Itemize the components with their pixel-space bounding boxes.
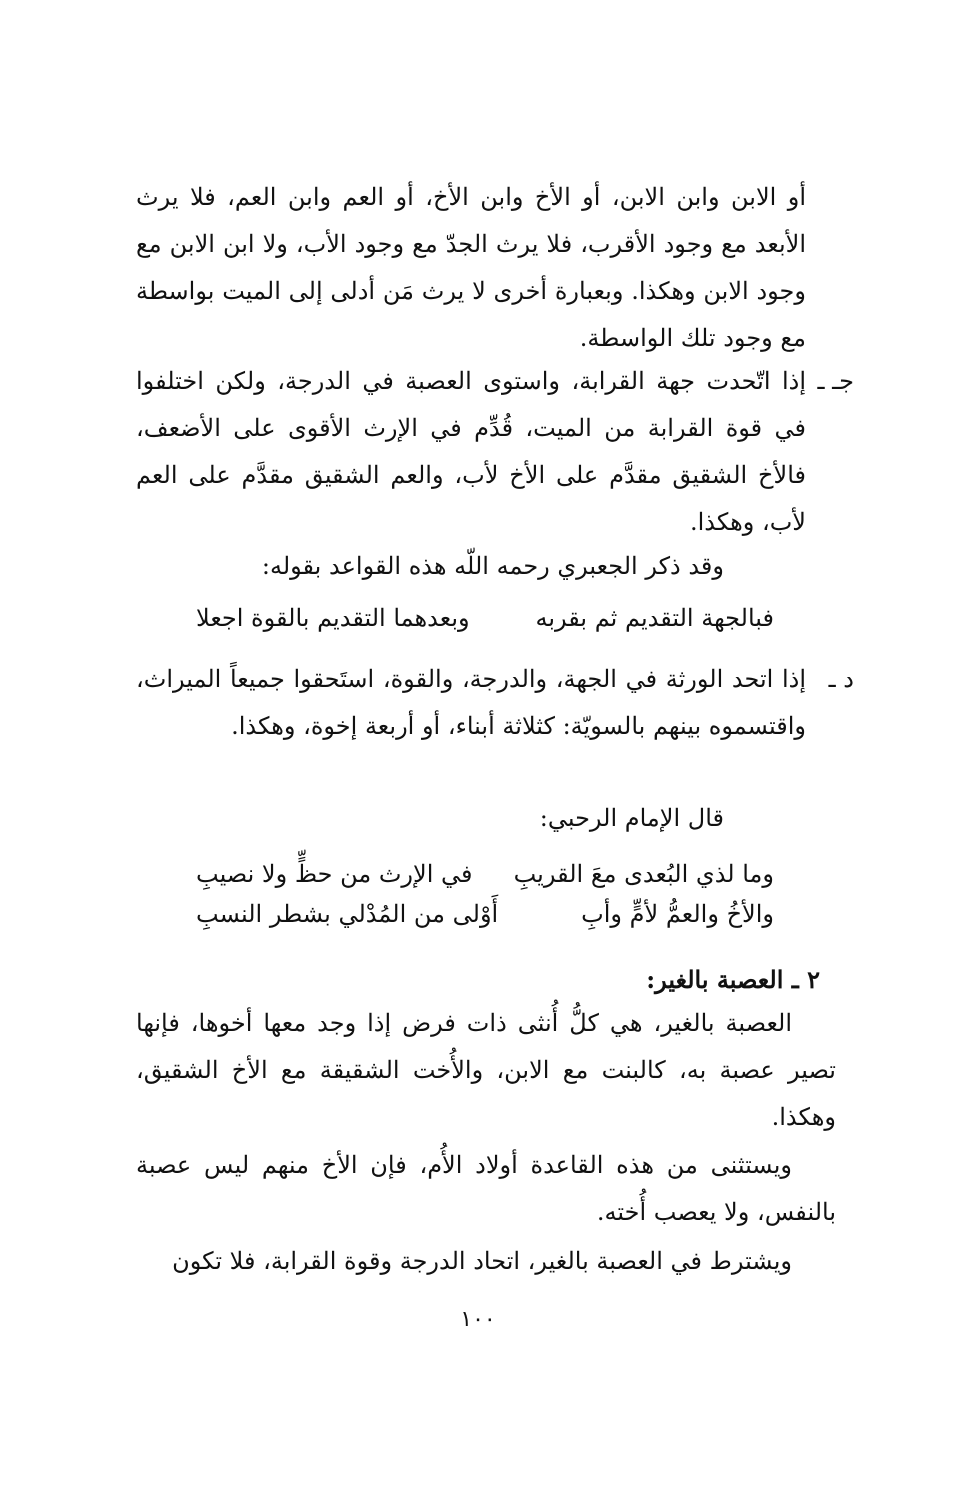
rahbi-verse-2-first-hemistich: والأخُ والعمُّ لأمٍّ وأبِ — [581, 900, 774, 928]
paragraph-closer-excludes-farther: أو الابن وابن الابن، أو الأخ وابن الأخ، أو العم وابن العم، فلا يرث الأبعد مع وجود الأقرب، فلا يرث الجدّ مع وجود الأب، ولا ابن الابن مع وجود الابن وهكذا. وبعبارة أخرى لا يرث مَن أدلى إلى الميت بواسطة مع وجود تلك الواسطة. — [136, 183, 807, 352]
rahbi-verse-1-first-hemistich: وما لذي البُعدى معَ القريبِ — [513, 860, 774, 888]
list-marker-dal: د ـ — [828, 665, 854, 693]
rahbi-verse-1-second-hemistich: في الإرث من حظٍّ ولا نصيبِ — [196, 860, 473, 888]
paragraph-exception-mother-children: ويستثنى من هذه القاعدة أولاد الأُم، فإن الأخ منهم ليس عصبة بالنفس، ولا يعصب أُخته. — [136, 1151, 836, 1226]
paragraph-conditions: ويشترط في العصبة بالغير، اتحاد الدرجة وقوة القرابة، فلا تكون — [172, 1247, 792, 1275]
page-number: ١٠٠ — [460, 1307, 496, 1332]
jabari-verse-first-hemistich: فبالجهة التقديم ثم بقربه — [535, 604, 774, 632]
jabari-intro: وقد ذكر الجعبري رحمه اللّه هذه القواعد بقوله: — [261, 552, 724, 580]
list-marker-jim: جـ ـ — [817, 367, 854, 395]
paragraph-asaba-bil-ghayr-definition: العصبة بالغير، هي كلُّ أُنثى ذات فرض إذا وجد معها أخوها، فإنها تصير عصبة به، كالبنت مع الابن، والأُخت الشقيقة مع الأخ الشقيق، وهكذا. — [136, 1009, 836, 1131]
list-item-jim: إذا اتّحدت جهة القرابة، واستوى العصبة في الدرجة، ولكن اختلفوا في قوة القرابة من الميت، قُدِّم في الإرث الأقوى على الأضعف، فالأخ الشقيق مقدَّم على الأخ لأب، والعم الشقيق مقدَّم على العم لأب، وهكذا. — [136, 367, 807, 536]
rahbi-verse-2-second-hemistich: أَوْلى من المُدْلي بشطر النسبِ — [196, 900, 499, 928]
list-item-dal: إذا اتحد الورثة في الجهة، والدرجة، والقوة، استَحقوا جميعاً الميراث، واقتسموه بينهم بالسويّة: كثلاثة أبناء، أو أربعة إخوة، وهكذا. — [136, 665, 806, 740]
section-heading: ٢ ـ العصبة بالغير: — [646, 965, 820, 994]
jabari-verse-second-hemistich: وبعدهما التقديم بالقوة اجعلا — [196, 604, 470, 632]
rahbi-intro: قال الإمام الرحبي: — [539, 804, 724, 832]
